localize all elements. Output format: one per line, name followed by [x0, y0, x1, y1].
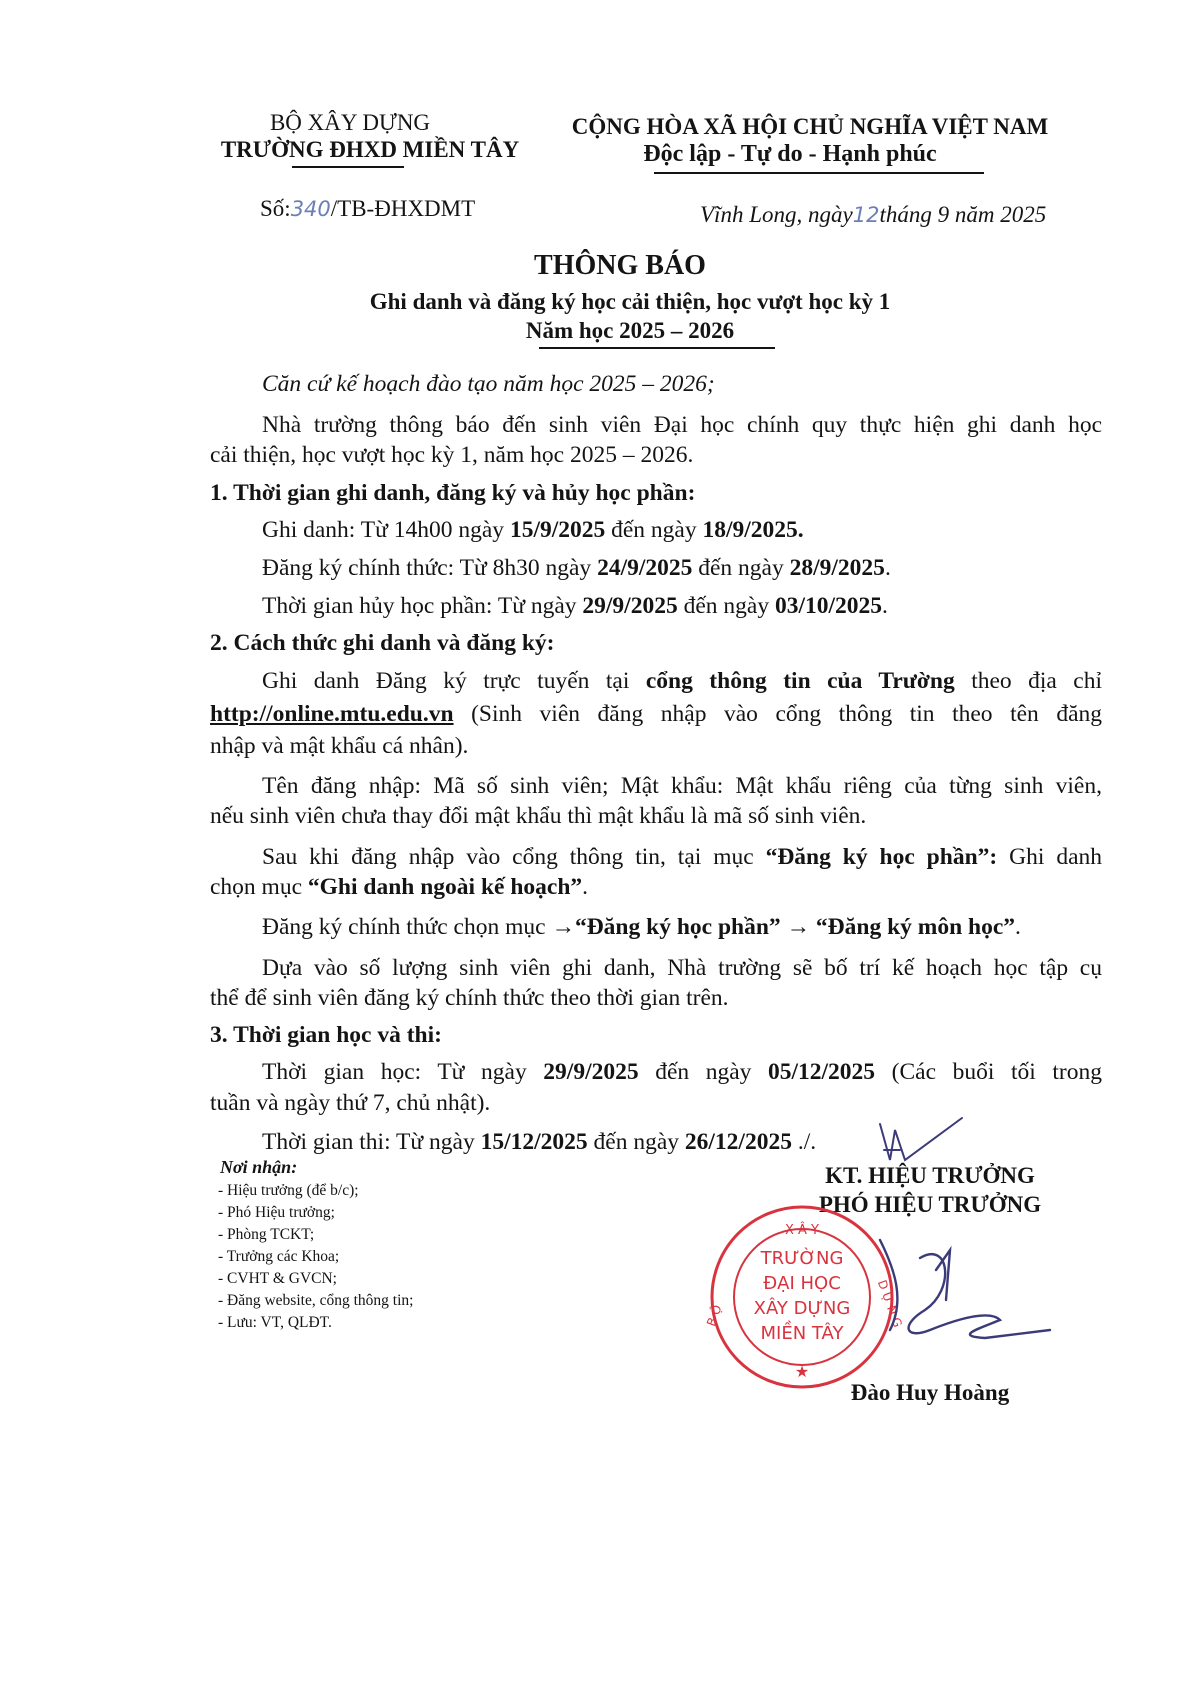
recipient-item: - Lưu: VT, QLĐT. [218, 1314, 332, 1331]
arrangement-line-2: thể để sinh viên đăng ký chính thức theo thời gian trên. [210, 985, 729, 1011]
recipients-heading: Nơi nhận: [220, 1157, 298, 1177]
exam-period: Thời gian thi: Từ ngày 15/12/2025 đến ngày 26/12/2025 ./. [262, 1129, 817, 1155]
svg-text:B Ộ: B Ộ [703, 1303, 725, 1329]
recipient-item: - Phó Hiệu trưởng; [218, 1204, 335, 1221]
signature-position: PHÓ HIỆU TRƯỞNG [818, 1192, 1042, 1217]
document-title: THÔNG BÁO [534, 250, 706, 281]
study-period-line-1: Thời gian học: Từ ngày 29/9/2025 đến ngày 05/12/2025 (Các buổi tối trong [262, 1059, 1102, 1085]
section-2-heading: 2. Cách thức ghi danh và đăng ký: [210, 630, 555, 656]
ministry-name: BỘ XÂY DỰNG [269, 110, 431, 135]
handwritten-signature [880, 1240, 1050, 1338]
recipient-item: - Trưởng các Khoa; [218, 1248, 340, 1265]
academic-year: Năm học 2025 – 2026 [525, 318, 735, 343]
handwritten-day: 12 [852, 203, 880, 227]
legal-basis: Căn cứ kế hoạch đào tạo năm học 2025 – 2026; [262, 371, 715, 397]
signature-on-behalf: KT. HIỆU TRƯỞNG [825, 1163, 1035, 1188]
recipient-item: - Phòng TCKT; [218, 1226, 315, 1243]
menu-instruction-line-1: Sau khi đăng nhập vào cổng thông tin, tại mục “Đăng ký học phần”: Ghi danh [262, 844, 1102, 870]
method-line-2: http://online.mtu.edu.vn (Sinh viên đăng nhập vào cổng thông tin theo tên đăng [210, 701, 1102, 727]
section-3-heading: 3. Thời gian học và thi: [210, 1022, 442, 1048]
country-name: CỘNG HÒA XÃ HỘI CHỦ NGHĨA VIỆT NAM [571, 114, 1049, 139]
intro-line-1: Nhà trường thông báo đến sinh viên Đại học chính quy thực hiện ghi danh học [262, 412, 1102, 438]
cancellation-period: Thời gian hủy học phần: Từ ngày 29/9/2025 đến ngày 03/10/2025. [262, 593, 888, 619]
svg-text:X Â Y: X Â Y [784, 1223, 820, 1238]
portal-link[interactable]: http://online.mtu.edu.vn [210, 701, 454, 727]
national-motto: Độc lập - Tự do - Hạnh phúc [643, 141, 937, 167]
login-info-line-1: Tên đăng nhập: Mã số sinh viên; Mật khẩu: Mật khẩu riêng của từng sinh viên, [262, 773, 1102, 799]
recipient-item: - Hiệu trưởng (để b/c); [218, 1182, 359, 1199]
document-subtitle: Ghi danh và đăng ký học cải thiện, học vượt học kỳ 1 [369, 289, 891, 314]
registration-period: Ghi danh: Từ 14h00 ngày 15/9/2025 đến ngày 18/9/2025. [262, 517, 804, 543]
intro-line-2: cải thiện, học vượt học kỳ 1, năm học 2025 – 2026. [210, 442, 694, 468]
initial-mark [880, 1118, 962, 1160]
place-and-date: Vĩnh Long, ngày12tháng 9 năm 2025 [700, 202, 1047, 227]
recipient-item: - CVHT & GVCN; [218, 1270, 337, 1287]
arrow-right-icon: → [780, 914, 816, 940]
arrangement-line-1: Dựa vào số lượng sinh viên ghi danh, Nhà trường sẽ bố trí kế hoạch học tập cụ [262, 955, 1102, 981]
stamp-line: ĐẠI HỌC [763, 1273, 841, 1294]
signatory-name: Đào Huy Hoàng [850, 1380, 1010, 1405]
arrow-right-icon: → [551, 914, 575, 940]
university-name: TRƯỜNG ĐHXD MIỀN TÂY [220, 137, 520, 162]
svg-text:★: ★ [794, 1362, 810, 1381]
stamp-line: XÂY DỰNG [753, 1298, 851, 1319]
method-line-3: nhập và mật khẩu cá nhân). [210, 733, 469, 759]
stamp-line: MIỀN TÂY [760, 1323, 844, 1344]
recipient-item: - Đăng website, cổng thông tin; [218, 1292, 414, 1309]
stamp-line: TRƯỜNG [760, 1248, 844, 1269]
study-period-line-2: tuần và ngày thứ 7, chủ nhật). [210, 1090, 491, 1116]
official-registration-period: Đăng ký chính thức: Từ 8h30 ngày 24/9/2025 đến ngày 28/9/2025. [262, 555, 891, 581]
document-number: Số:340/TB-ĐHXDMT [260, 196, 476, 221]
official-stamp [703, 1207, 905, 1387]
login-info-line-2: nếu sinh viên chưa thay đổi mật khẩu thì mật khẩu là mã số sinh viên. [210, 803, 867, 829]
official-registration-menu: Đăng ký chính thức chọn mục →“Đăng ký học phần” → “Đăng ký môn học”. [262, 914, 1021, 940]
method-line-1: Ghi danh Đăng ký trực tuyến tại cổng thông tin của Trường theo địa chỉ [262, 668, 1102, 694]
handwritten-doc-number: 340 [290, 197, 331, 221]
section-1-heading: 1. Thời gian ghi danh, đăng ký và hủy học phần: [210, 480, 696, 506]
svg-text:D Ự N G: D Ự N G [874, 1278, 905, 1330]
menu-instruction-line-2: chọn mục “Ghi danh ngoài kế hoạch”. [210, 874, 589, 900]
